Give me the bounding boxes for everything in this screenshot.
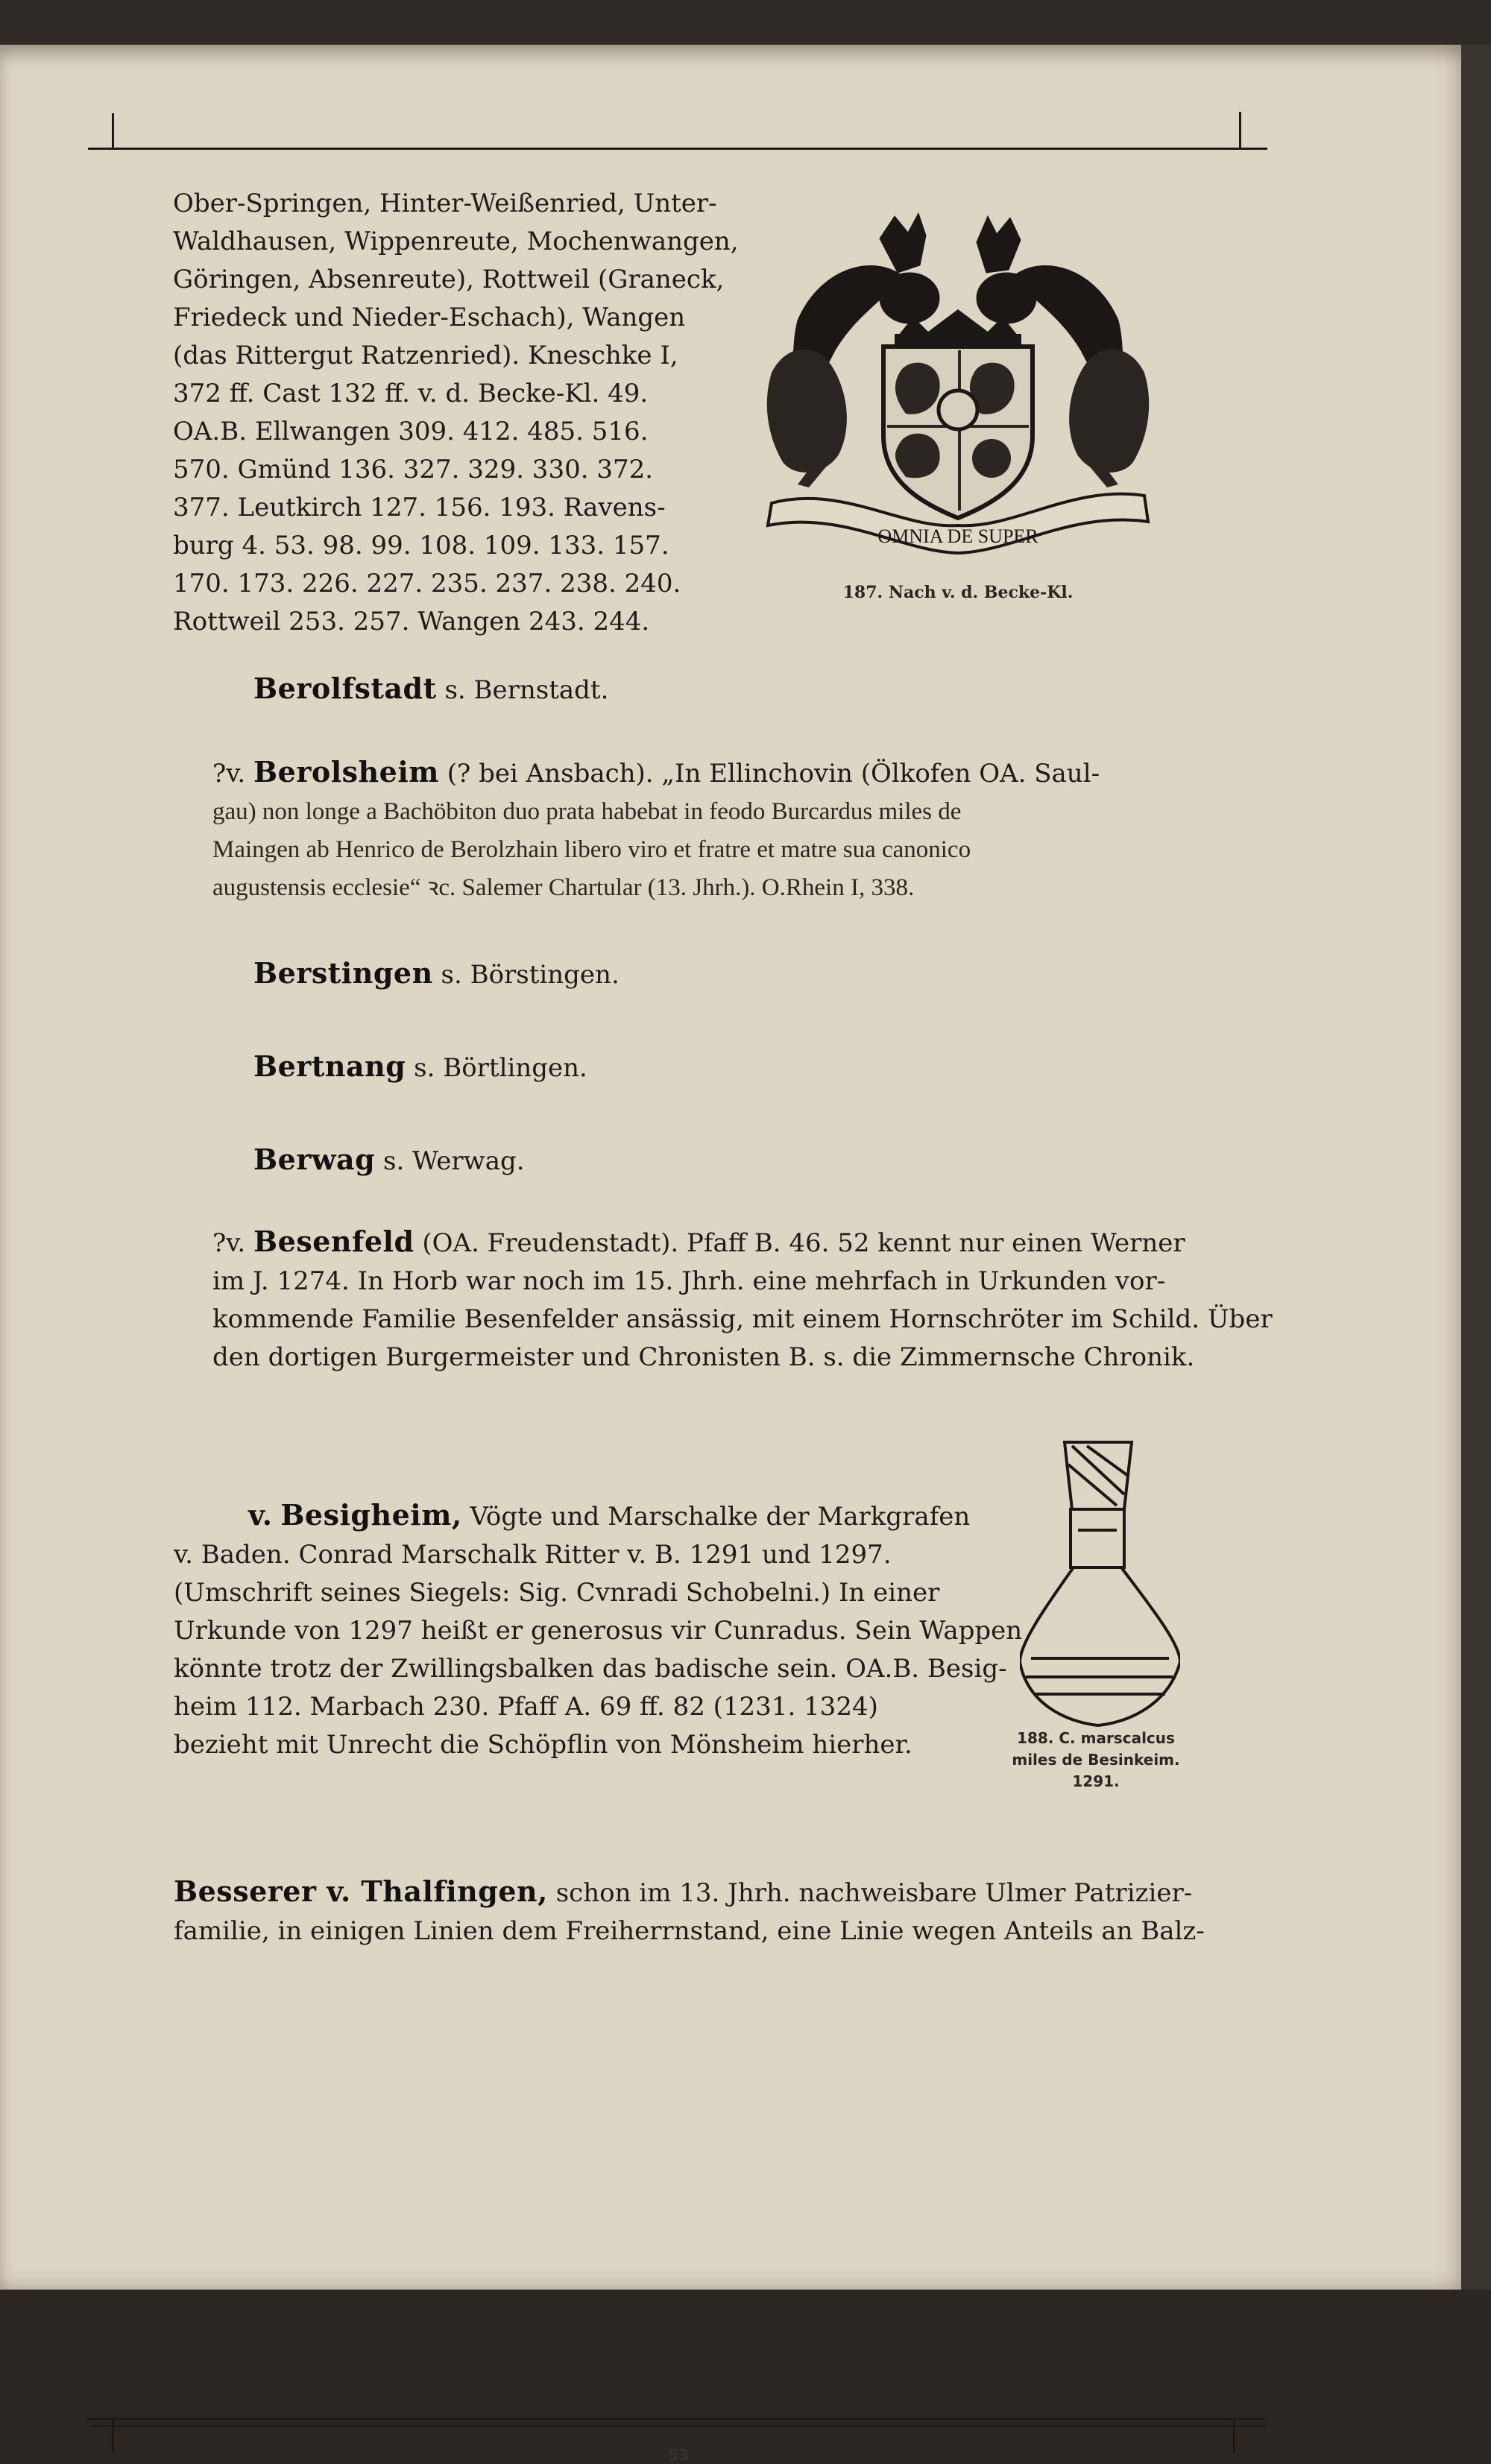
text-line: Rottweil 253. 257. Wangen 243. 244. — [173, 607, 650, 636]
bottom-rule — [86, 2418, 1266, 2420]
text-line: (das Rittergut Ratzenried). Kneschke I, — [173, 341, 678, 370]
entry-berolsheim — [212, 753, 1189, 907]
entry-prefix: v. — [248, 1498, 273, 1532]
entry-prefix: ?v. — [212, 1228, 246, 1258]
entry-berolfstadt — [253, 669, 608, 710]
corner-rule — [112, 2418, 114, 2452]
entry-besserer — [174, 1872, 1205, 1950]
entry-first-line — [174, 1872, 1202, 1912]
entry-berstingen — [253, 954, 620, 994]
text-line: bezieht mit Unrecht die Schöpflin von Mönsheim hierher. — [174, 1730, 912, 1760]
corner-rule — [112, 113, 114, 149]
text-line: (? bei Ansbach). „In Ellinchovin (Ölkofen OA. Saul- — [447, 759, 1100, 789]
top-rule — [88, 148, 1267, 150]
entry-berwag — [253, 1140, 525, 1181]
helmet-crest-right — [977, 216, 1021, 273]
text-line: (Umschrift seines Siegels: Sig. Cvnradi Schobelni.) In einer — [174, 1578, 940, 1608]
entry-reference: s. Werwag. — [383, 1146, 525, 1176]
text-line: burg 4. 53. 98. 99. 108. 109. 133. 157. — [173, 531, 669, 560]
text-line: familie, in einigen Linien dem Freiherrnstand, eine Linie wegen Anteils an Balz- — [174, 1916, 1205, 1946]
motto-text: OMNIA DE SUPER — [877, 525, 1038, 547]
coat-of-arms-illustration — [753, 209, 1163, 585]
text-line: 372 ff. Cast 132 ff. v. d. Becke-Kl. 49. — [173, 379, 649, 408]
text-line: (OA. Freudenstadt). Pfaff B. 46. 52 kennt nur einen Werner — [422, 1228, 1185, 1258]
entry-besigheim — [174, 1496, 1023, 1764]
text-line: augustensis ecclesie“ ꝛc. Salemer Chartular (13. Jhrh.). O.Rhein I, 338. — [212, 874, 915, 901]
text-line: Friedeck und Nieder-Eschach), Wangen — [173, 303, 686, 332]
text-line: OA.B. Ellwangen 309. 412. 485. 516. — [173, 417, 649, 446]
caption-line: 1291. — [1072, 1772, 1120, 1790]
intro-paragraph — [173, 185, 740, 641]
text-line: 170. 173. 226. 227. 235. 237. 238. 240. — [173, 569, 681, 598]
entry-heading: Besigheim, — [280, 1498, 462, 1532]
text-line: Urkunde von 1297 heißt er generosus vir Cunradus. Sein Wappen — [174, 1616, 1023, 1646]
text-line: Maingen ab Henrico de Berolzhain libero viro et fratre et matre sua canonico — [212, 836, 971, 863]
figure-caption — [984, 1728, 1208, 1792]
text-line: den dortigen Burgermeister und Chronisten B. s. die Zimmernsche Chronik. — [212, 1342, 1195, 1372]
entry-first-line — [212, 753, 1189, 793]
supporter-lion-left — [767, 350, 847, 487]
entry-reference: s. Bernstadt. — [444, 675, 609, 705]
entry-reference: s. Börstingen. — [441, 960, 620, 990]
text-line: Waldhausen, Wippenreute, Mochenwangen, — [173, 227, 739, 256]
entry-heading: Berstingen — [253, 956, 433, 990]
corner-rule — [1239, 112, 1241, 149]
bottom-rule — [91, 2425, 1265, 2427]
text-line: heim 112. Marbach 230. Pfaff A. 69 ff. 82 (1231. 1324) — [174, 1692, 878, 1722]
caption-line: miles de Besinkeim. — [1012, 1751, 1180, 1769]
shield-outline — [1020, 1567, 1180, 1725]
text-line: 377. Leutkirch 127. 156. 193. Ravens- — [173, 493, 666, 522]
text-line: könnte trotz der Zwillingsbalken das badische sein. OA.B. Besig- — [174, 1654, 1007, 1684]
figure-caption: 187. Nach v. d. Becke-Kl. — [842, 583, 1074, 602]
page-number: 53 — [668, 2446, 689, 2464]
entry-bertnang — [253, 1047, 587, 1087]
text-line: Göringen, Absenreute), Rottweil (Graneck, — [173, 265, 725, 294]
text-line: schon im 13. Jhrh. nachweisbare Ulmer Patrizier- — [555, 1878, 1193, 1908]
entry-heading: Bertnang — [253, 1049, 406, 1083]
entry-besenfeld — [212, 1222, 1273, 1377]
text-line: 570. Gmünd 136. 327. 329. 330. 372. — [173, 455, 654, 484]
scan-right-edge — [1461, 45, 1491, 2290]
entry-heading: Besserer v. Thalfingen, — [174, 1874, 548, 1908]
text-line: Ober-Springen, Hinter-Weißenried, Unter- — [173, 189, 717, 218]
text-line: Vögte und Marschalke der Markgrafen — [470, 1502, 971, 1532]
supporter-lion-right — [1069, 350, 1149, 487]
entry-heading: Besenfeld — [253, 1225, 414, 1258]
entry-heading: Berwag — [253, 1143, 376, 1176]
entry-first-line — [174, 1496, 986, 1536]
entry-reference: s. Börtlingen. — [414, 1053, 587, 1083]
text-line: im J. 1274. In Horb war noch im 15. Jhrh. eine mehrfach in Urkunden vor- — [212, 1266, 1166, 1296]
text-line: gau) non longe a Bachöbiton duo prata habebat in feodo Burcardus miles de — [212, 798, 962, 825]
entry-heading: Berolfstadt — [253, 672, 437, 705]
entry-prefix: ?v. — [212, 759, 246, 789]
entry-first-line — [212, 1222, 1189, 1263]
text-line: v. Baden. Conrad Marschalk Ritter v. B. 1291 und 1297. — [174, 1540, 892, 1570]
corner-rule — [1233, 2418, 1235, 2454]
helmet — [1071, 1509, 1124, 1567]
text-line: kommende Familie Besenfelder ansässig, mit einem Hornschröter im Schild. Über — [212, 1304, 1273, 1334]
seal-shield-illustration — [1020, 1435, 1180, 1733]
caption-line: 188. C. marscalcus — [1017, 1729, 1175, 1747]
helmet-crest-left — [880, 213, 926, 273]
entry-heading: Berolsheim — [253, 755, 439, 789]
